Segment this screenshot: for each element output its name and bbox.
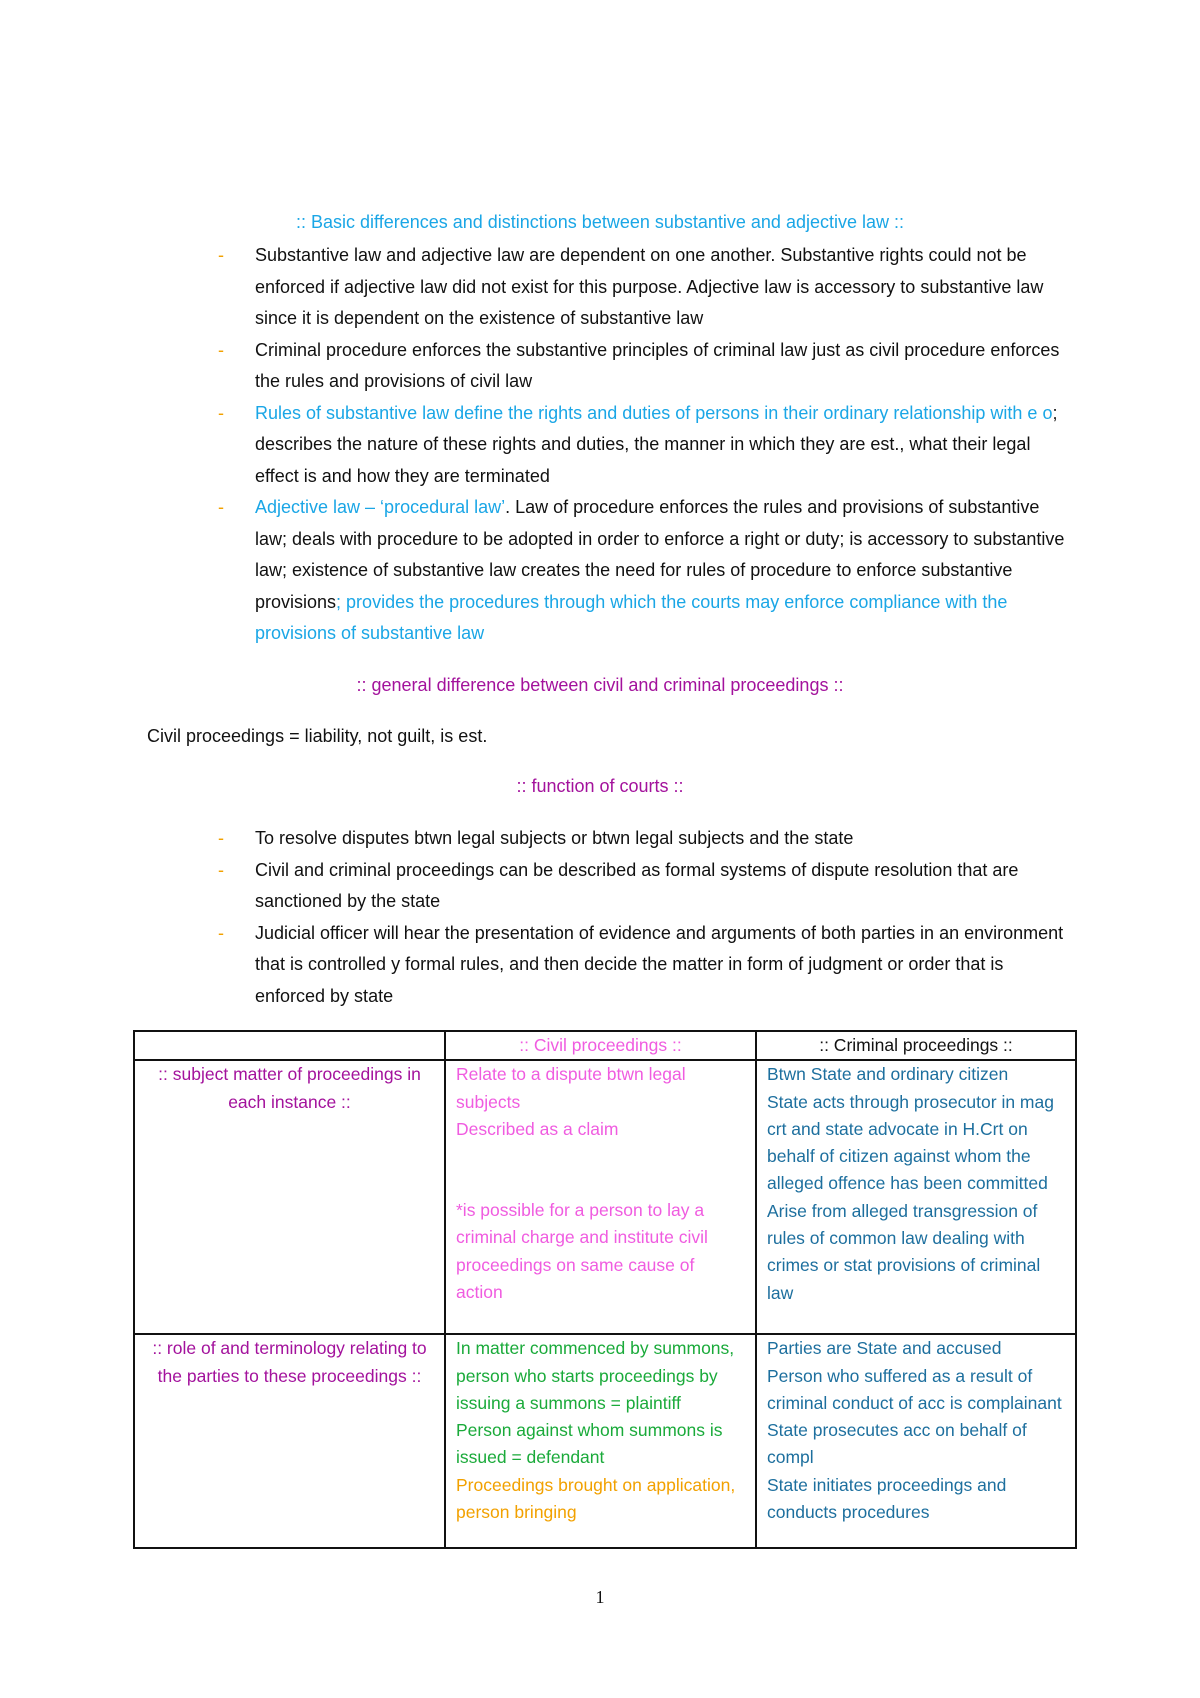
list-item-text: Substantive law and adjective law are dependent on one another. Substantive rights could not be enforced if adjective law did not exist for this purpose. Adjective law is accessory to substantive law since it is dependent on the existence of substantive law [255,245,1044,328]
dash-bullet: - [218,339,224,360]
list-item-highlight: ; provides the procedures through which the courts may enforce compliance with the provisions of substantive law [255,591,1008,643]
cell-line: Person who suffered as a result of criminal conduct of acc is complainant [767,1365,1062,1413]
cell-criminal-parties [756,1334,1076,1548]
table-header-row [134,1031,1076,1060]
cell-line: *is possible for a person to lay a criminal charge and institute civil proceedings on same cause of action [456,1200,708,1303]
civil-proceedings-note: Civil proceedings = liability, not guilt, is est. [147,726,488,746]
list-item [218,855,1075,918]
list-item [218,335,1075,398]
table-header-civil: :: Civil proceedings :: [445,1031,756,1060]
substantive-adjective-list [218,240,1075,650]
cell-line: Relate to a dispute btwn legal subjects [456,1064,686,1112]
cell-line: Arise from alleged transgression of rules of common law dealing with crimes or stat provisions of criminal law [767,1200,1041,1303]
page-number: 1 [595,1587,605,1607]
function-of-courts-list [218,823,1075,1012]
cell-line: Proceedings brought on application, person bringing [456,1474,736,1523]
dash-bullet: - [218,245,224,265]
cell-line: Person against whom summons is issued = defendant [456,1420,723,1468]
table-row [134,1060,1076,1334]
list-item-text: Criminal procedure enforces the substantive principles of criminal law just as civil procedure enforces the rules and provisions of civil law [255,339,1060,391]
list-item-text: Judicial officer will hear the presentation of evidence and arguments of both parties in an environment that is controlled y formal rules, and then decide the matter in form of judgment or order that is enforced by state [255,922,1064,1006]
cell-line: Btwn State and ordinary citizen [767,1064,1009,1085]
cell-line: In matter commenced by summons, person who starts proceedings by issuing a summons = plaintiff [456,1338,735,1413]
list-item [218,492,1075,650]
list-item [218,823,1075,855]
list-item-text: ; describes the nature of these rights and duties, the manner in which they are est., what their legal effect is and how they are terminated [255,402,1058,486]
list-item-text: Civil and criminal proceedings can be described as formal systems of dispute resolution that are sanctioned by the state [255,859,1019,911]
row-label-parties: :: role of and terminology relating to the parties to these proceedings :: [134,1334,445,1548]
cell-civil-subject-matter [445,1060,756,1334]
table-row [134,1334,1076,1548]
cell-criminal-subject-matter [756,1060,1076,1334]
dash-bullet: - [218,497,224,517]
list-item-highlight: Adjective law – ‘procedural law’ [255,497,506,517]
cell-spacer [456,1143,745,1197]
list-item-highlight: Rules of substantive law define the rights and duties of persons in their ordinary relationship with e o [255,402,1053,423]
list-item [218,240,1075,335]
list-item-text: To resolve disputes btwn legal subjects or btwn legal subjects and the state [255,828,854,848]
section-heading-civil-criminal: :: general difference between civil and criminal proceedings :: [356,675,844,695]
dash-bullet: - [218,922,224,943]
row-label-subject-matter: :: subject matter of proceedings in each instance :: [134,1060,445,1334]
dash-bullet: - [218,828,224,848]
cell-line: Described as a claim [456,1118,619,1139]
cell-line: State initiates proceedings and conducts procedures [767,1474,1007,1523]
table-header-blank [134,1031,445,1060]
cell-civil-parties [445,1334,756,1548]
section-heading-substantive-adjective: :: Basic differences and distinctions between substantive and adjective law :: [295,212,905,232]
dash-bullet: - [218,859,224,880]
civil-criminal-comparison-table [133,1030,1077,1549]
cell-line: State prosecutes acc on behalf of compl [767,1420,1027,1468]
list-item [218,918,1075,1013]
table-header-criminal: :: Criminal proceedings :: [756,1031,1076,1060]
list-item [218,398,1075,493]
dash-bullet: - [218,402,224,423]
list-item-text: . Law of procedure enforces the rules and provisions of substantive law; deals with procedure to be adopted in order to enforce a right or duty; is accessory to substantive law; existence of substantive law creates the need for rules of procedure to enforce substantive provisions [255,497,1065,612]
cell-line: Parties are State and accused [767,1338,1002,1359]
cell-line: State acts through prosecutor in mag crt and state advocate in H.Crt on behalf of citizen against whom the alleged offence has been committed [767,1091,1054,1194]
section-heading-function-of-courts: :: function of courts :: [516,776,684,796]
